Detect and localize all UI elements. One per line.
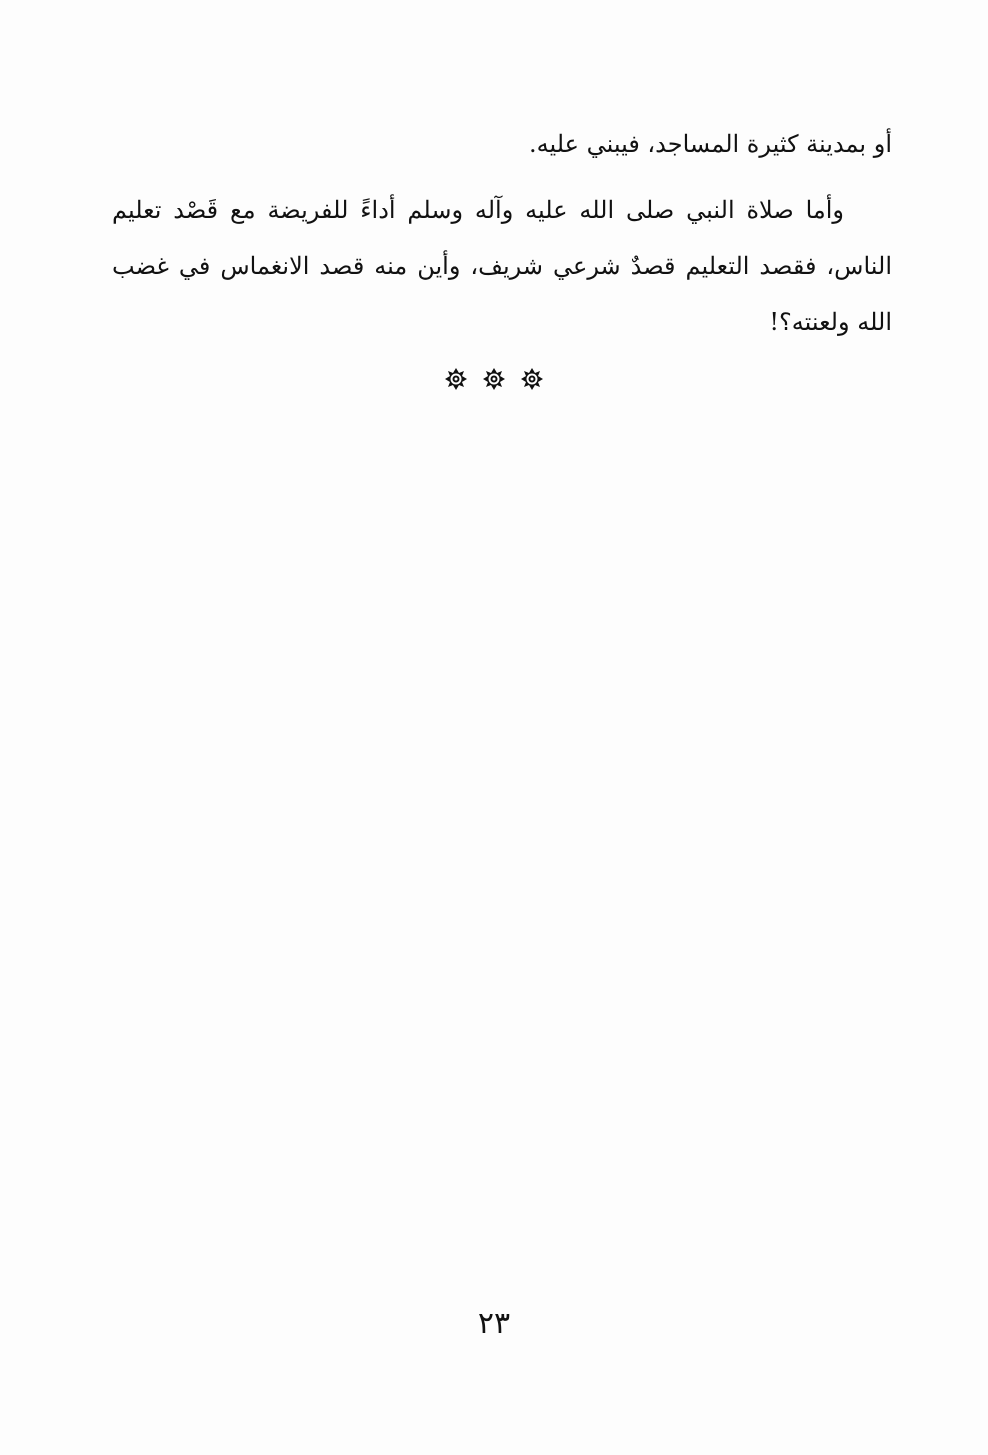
flower-ornament-icon (483, 368, 505, 390)
text-paragraph-2 (112, 182, 892, 350)
section-divider (0, 368, 988, 390)
text-line-1 (112, 116, 892, 172)
paragraph-2: وأما صلاة النبي صلى الله عليه وآله وسلم أداءً للفريضة مع قَصْد تعليم الناس، فقصد التعليم قصدٌ شرعي شريف، وأين منه قصد الانغماس في غضب الله ولعنته؟! (112, 196, 892, 336)
flower-ornament-icon (445, 368, 467, 390)
flower-ornament-icon (521, 368, 543, 390)
paragraph-1: أو بمدينة كثيرة المساجد، فيبني عليه. (528, 130, 892, 158)
page-number: ٢٣ (477, 1306, 511, 1341)
